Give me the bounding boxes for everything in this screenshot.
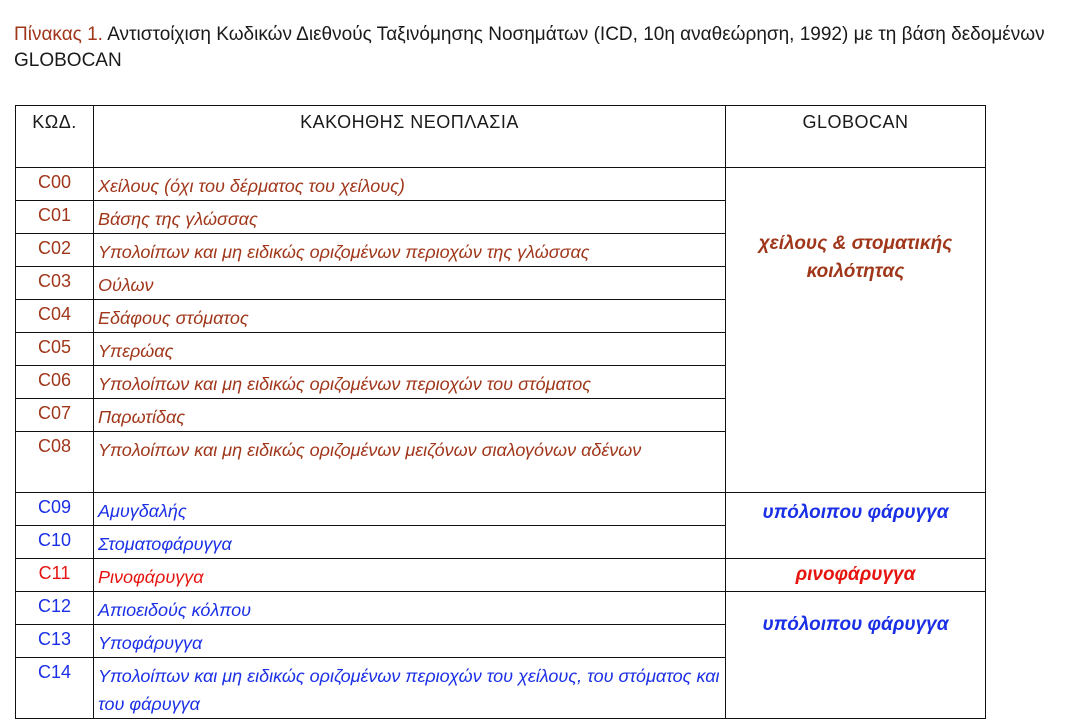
code-cell: C02 (16, 234, 94, 267)
code-cell: C01 (16, 201, 94, 234)
code-cell: C14 (16, 658, 94, 719)
neoplasm-cell: Υπολοίπων και μη ειδικώς οριζομένων περιοχών της γλώσσας (94, 234, 726, 267)
group-pharynx-b (726, 592, 986, 719)
code-cell: C00 (16, 168, 94, 201)
code-cell: C08 (16, 432, 94, 493)
neoplasm-cell: Εδάφους στόματος (94, 300, 726, 333)
neoplasm-cell: Υπερώας (94, 333, 726, 366)
table-row (16, 592, 986, 625)
header-globocan: GLOBOCAN (726, 106, 986, 168)
neoplasm-cell: Βάσης της γλώσσας (94, 201, 726, 234)
neoplasm-cell: Στοματοφάρυγγα (94, 526, 726, 559)
neoplasm-cell: Υποφάρυγγα (94, 625, 726, 658)
header-neoplasm: ΚΑΚΟΗΘΗΣ ΝΕΟΠΛΑΣΙΑ (94, 106, 726, 168)
neoplasm-cell: Υπολοίπων και μη ειδικώς οριζομένων περιοχών του χείλους, του στόματος και του φάρυγγα (94, 658, 726, 719)
code-cell: C12 (16, 592, 94, 625)
table-row (16, 559, 986, 592)
code-cell: C11 (16, 559, 94, 592)
neoplasm-cell: Υπολοίπων και μη ειδικώς οριζομένων μειζόνων σιαλογόνων αδένων (94, 432, 726, 493)
code-cell: C13 (16, 625, 94, 658)
code-cell: C06 (16, 366, 94, 399)
header-code: ΚΩΔ. (16, 106, 94, 168)
neoplasm-cell: Υπολοίπων και μη ειδικώς οριζομένων περιοχών του στόματος (94, 366, 726, 399)
table-row (16, 168, 986, 201)
neoplasm-cell: Ούλων (94, 267, 726, 300)
caption-text: Αντιστοίχιση Κωδικών Διεθνούς Ταξινόμησης Νοσημάτων (ICD, 10η αναθεώρηση, 1992) με τη βάση δεδομένων GLOBOCAN (14, 24, 1045, 71)
code-cell: C03 (16, 267, 94, 300)
neoplasm-cell: Παρωτίδας (94, 399, 726, 432)
neoplasm-cell: Χείλους (όχι του δέρματος του χείλους) (94, 168, 726, 201)
code-cell: C04 (16, 300, 94, 333)
group-nasopharynx: ρινοφάρυγγα (726, 559, 986, 592)
group-pharynx-b-label: υπόλοιπου φάρυγγα (762, 614, 949, 635)
neoplasm-cell: Αμυγδαλής (94, 493, 726, 526)
neoplasm-cell: Απιοειδούς κόλπου (94, 592, 726, 625)
caption-label: Πίνακας 1. (14, 24, 103, 45)
header-row (16, 106, 986, 168)
group-oral-label: χείλους & στοματικής κοιλότητας (758, 233, 953, 282)
code-cell: C09 (16, 493, 94, 526)
icd-globocan-table (15, 105, 986, 719)
code-cell: C05 (16, 333, 94, 366)
code-cell: C07 (16, 399, 94, 432)
group-pharynx-a: υπόλοιπου φάρυγγα (726, 493, 986, 559)
neoplasm-cell: Ρινοφάρυγγα (94, 559, 726, 592)
table-row (16, 493, 986, 526)
group-oral-cavity (726, 168, 986, 493)
table-caption (14, 22, 1060, 74)
code-cell: C10 (16, 526, 94, 559)
